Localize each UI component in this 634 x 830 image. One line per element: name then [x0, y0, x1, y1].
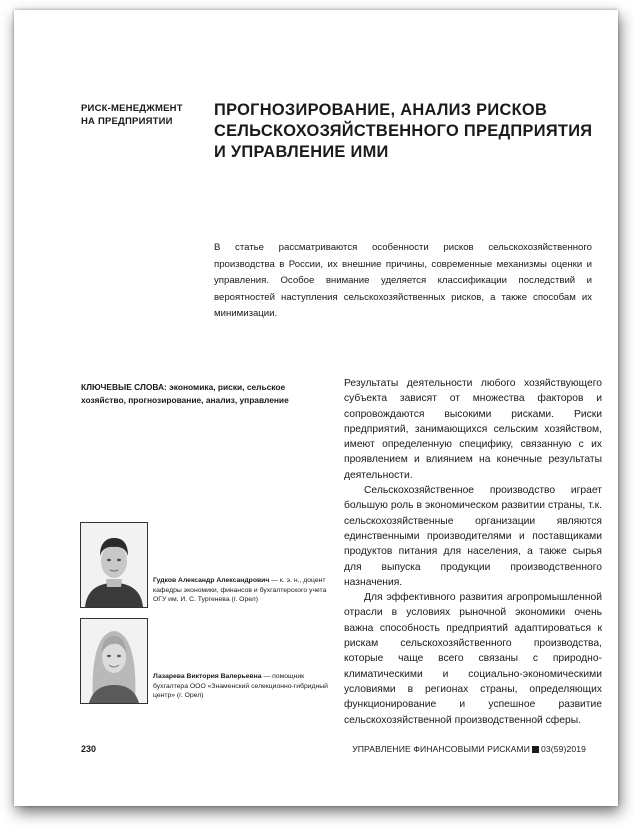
journal-page: [14, 10, 618, 806]
author-portrait-man-icon: [81, 523, 147, 607]
footer-journal: [352, 744, 586, 754]
square-separator-icon: [532, 746, 539, 753]
section-label-line-2: НА ПРЕДПРИЯТИИ: [81, 116, 173, 127]
author-2-description: — помощник бухгалтера ООО «Знаменский селекционно-гибридный центр» (г. Орел): [153, 673, 328, 699]
article-abstract: В статье рассматриваются особенности рисков сельскохозяйственного производства в России, их внешние причины, современные механизмы оценки и управления. Особое внимание уделяется классификации последствий и вероятностей наступления сельскохозяйственных рисков, а также способам их минимизации.: [214, 242, 592, 320]
author-1-info: [153, 576, 333, 605]
body-paragraph-3: Для эффективного развития агропромышленной отрасли в условиях рыночной экономики очень важна способность предприятий адаптироваться к рискам сельскохозяйственного производства, которые чаще всего связаны с природно-климатическими и социально-экономическими условиями в регионах страны, определяющих функционирование и успешное развитие сельскохозяйственной производственной сферы.: [344, 592, 602, 726]
author-portrait-woman-icon: [81, 619, 147, 703]
page-number: 230: [81, 744, 97, 754]
author-photo-2: [80, 618, 148, 704]
keywords-label: КЛЮЧЕВЫЕ СЛОВА:: [81, 382, 167, 392]
author-1-name: Гудков Александр Александрович: [153, 577, 270, 584]
keywords-list: экономика, риски, сельское хозяйство, прогнозирование, анализ, управление: [81, 382, 289, 405]
article-title-line-1: ПРОГНОЗИРОВАНИЕ, АНАЛИЗ РИСКОВ: [214, 101, 548, 119]
author-2-info: [153, 672, 333, 701]
section-label-line-1: РИСК-МЕНЕДЖМЕНТ: [81, 103, 183, 114]
article-title: [214, 100, 604, 163]
body-paragraph-1: Результаты деятельности любого хозяйствующего субъекта зависят от множества факторов и сопровождаются высокими рисками. Риски предприятий, занимающихся сельским хозяйством, имеют определенную специфику, связанную с их проявлением и влиянием на конечные результаты деятельности.: [344, 378, 602, 481]
author-photo-1: [80, 522, 148, 608]
author-2-name: Лазарева Виктория Валерьевна: [153, 673, 262, 680]
journal-name: УПРАВЛЕНИЕ ФИНАНСОВЫМИ РИСКАМИ: [352, 744, 531, 754]
article-title-line-2: СЕЛЬСКОХОЗЯЙСТВЕННОГО ПРЕДПРИЯТИЯ: [214, 122, 593, 140]
article-title-line-3: И УПРАВЛЕНИЕ ИМИ: [214, 143, 389, 161]
keywords: [81, 381, 331, 406]
journal-issue: 03(59)2019: [541, 744, 586, 754]
author-1-description: — к. э. н., доцент кафедры экономики, финансов и бухгалтерского учета ОГУ им. И. С. Тургенева (г. Орел): [153, 577, 327, 603]
article-body: [344, 376, 602, 728]
body-paragraph-2: Сельскохозяйственное производство играет большую роль в экономическом развитии страны, т.к. сельскохозяйственные организации являются единственными производителями и поставщиками продуктов питания для населения, а также сырья для выпуска продукции производственного назначения.: [344, 485, 602, 588]
section-label: [81, 102, 201, 128]
